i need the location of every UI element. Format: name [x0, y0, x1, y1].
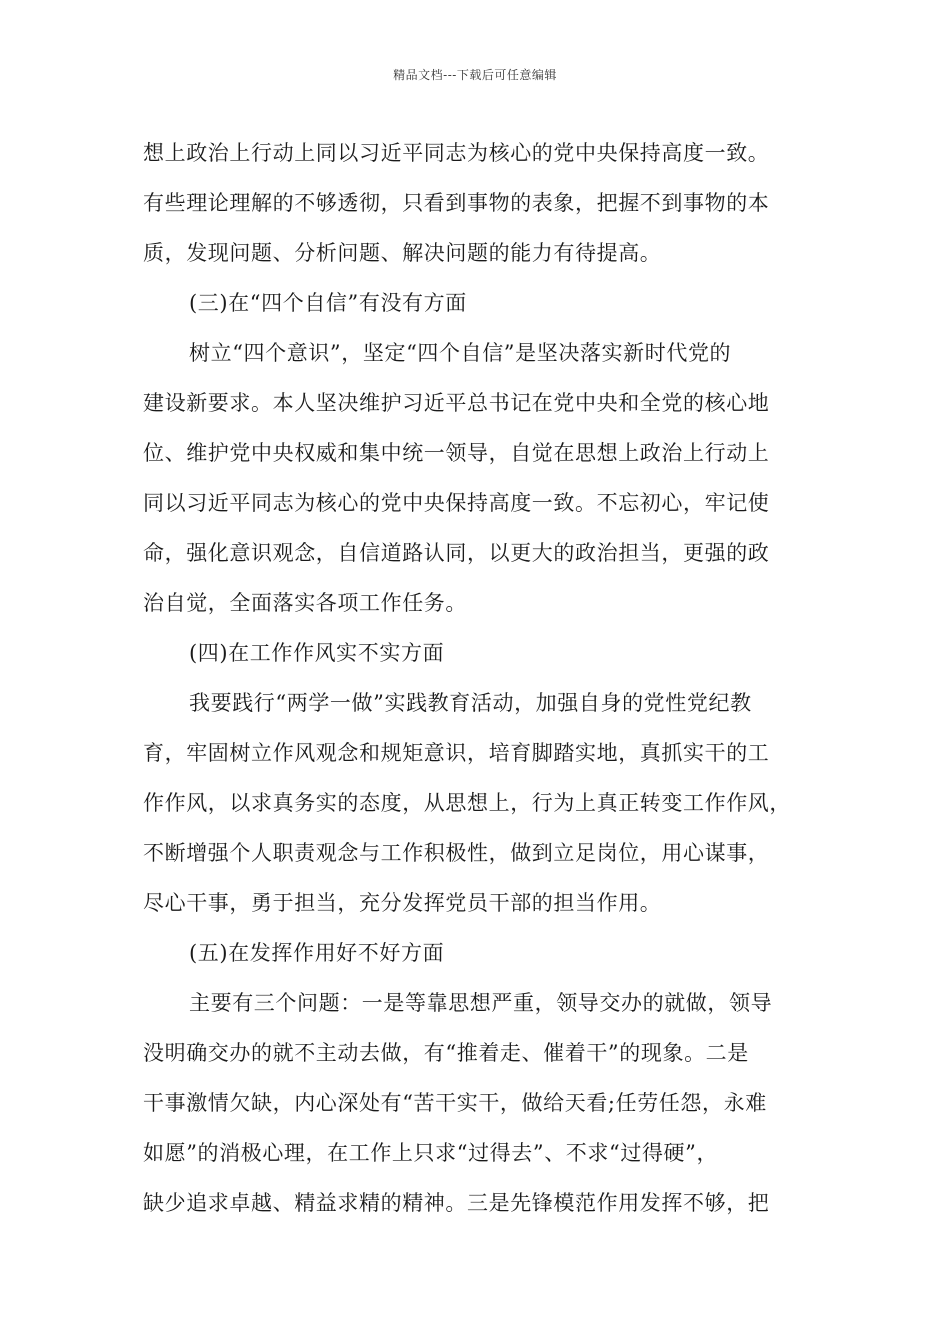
paragraph-start: 我要践行“两学一做”实践教育活动，加强自身的党性党纪教	[189, 691, 752, 715]
section-heading-3: (三)在“四个自信”有没有方面	[189, 291, 467, 315]
text-line: 如愿”的消极心理，在工作上只求“过得去”、不求“过得硬”，	[143, 1141, 719, 1165]
section-heading-4: (四)在工作作风实不实方面	[189, 641, 445, 665]
paragraph-start: 树立“四个意识”，坚定“四个自信”是坚决落实新时代党的	[189, 341, 732, 365]
text-line: 同以习近平同志为核心的党中央保持高度一致。不忘初心，牢记使	[143, 491, 770, 515]
text-line: 育，牢固树立作风观念和规矩意识，培育脚踏实地，真抓实干的工	[143, 741, 770, 765]
text-line: 没明确交办的就不主动去做，有“推着走、催着干”的现象。二是	[143, 1041, 749, 1065]
text-line: 想上政治上行动上同以习近平同志为核心的党中央保持高度一致。	[143, 141, 770, 165]
page-header: 精品文档---下载后可任意编辑	[393, 68, 557, 82]
paragraph-start: 主要有三个问题：一是等靠思想严重，领导交办的就做，领导	[189, 991, 773, 1015]
document-body	[143, 128, 815, 1228]
text-line: 治自觉，全面落实各项工作任务。	[143, 591, 467, 615]
text-line: 建设新要求。本人坚决维护习近平总书记在党中央和全党的核心地	[143, 391, 770, 415]
text-line: 命，强化意识观念，自信道路认同，以更大的政治担当，更强的政	[143, 541, 770, 565]
section-heading-5: (五)在发挥作用好不好方面	[189, 941, 445, 965]
text-line: 位、维护党中央权威和集中统一领导，自觉在思想上政治上行动上	[143, 441, 770, 465]
text-line: 不断增强个人职责观念与工作积极性，做到立足岗位，用心谋事，	[143, 841, 770, 865]
text-line: 尽心干事，勇于担当，充分发挥党员干部的担当作用。	[143, 891, 662, 915]
text-line: 干事激情欠缺，内心深处有“苦干实干，做给天看;任劳任怨，永难	[143, 1091, 767, 1115]
text-line: 作作风，以求真务实的态度，从思想上，行为上真正转变工作作风，	[143, 791, 791, 815]
text-line: 缺少追求卓越、精益求精的精神。三是先锋模范作用发挥不够，把	[143, 1191, 770, 1215]
text-line: 质，发现问题、分析问题、解决问题的能力有待提高。	[143, 241, 662, 265]
text-line: 有些理论理解的不够透彻，只看到事物的表象，把握不到事物的本	[143, 191, 770, 215]
